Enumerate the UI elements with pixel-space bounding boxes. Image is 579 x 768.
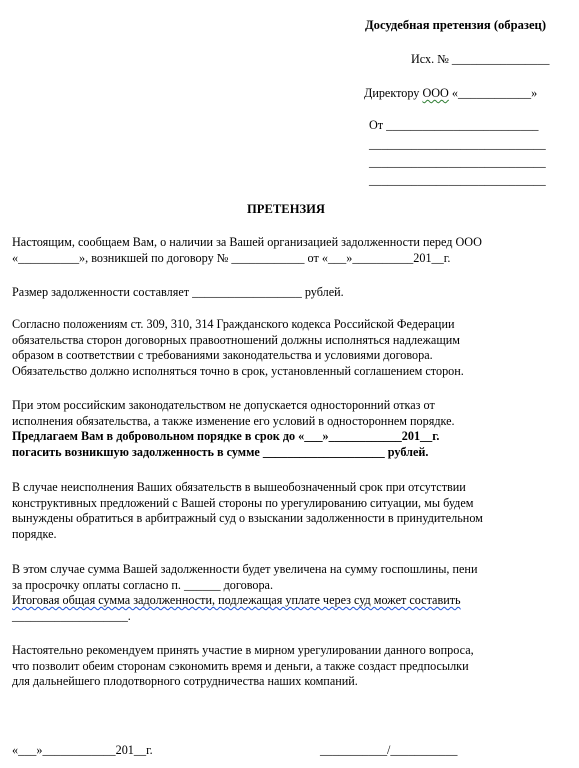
paragraph-legal-basis <box>12 317 572 379</box>
paragraph-line: за просрочку оплаты согласно п. ______ договора. <box>12 577 274 592</box>
paragraph-increase <box>12 562 572 624</box>
addressee-prefix: Директору <box>364 86 420 100</box>
addressee-suffix: «____________» <box>448 86 538 100</box>
paragraph-line: Обязательство должно исполняться точно в срок, установленный соглашением сторон. <box>12 363 464 378</box>
paragraph-line: образом в соответствии с требованиями законодательства и условиями договора. <box>12 348 433 363</box>
paragraph-line: порядке. <box>12 526 57 541</box>
sender-line: От _________________________ <box>369 118 539 132</box>
document-title: Досудебная претензия (образец) <box>365 18 547 32</box>
paragraph-line: Настоящим, сообщаем Вам, о наличии за Вашей организацией задолженности перед ООО <box>12 235 482 249</box>
paragraph-line: Размер задолженности составляет __________________ рублей. <box>12 285 344 299</box>
paragraph-court-warning <box>12 480 572 542</box>
paragraph-line: Согласно положениям ст. 309, 310, 314 Гражданского кодекса Российской Федерации <box>12 317 455 331</box>
paragraph-demand <box>12 398 572 460</box>
paragraph-line: В случае неисполнения Ваших обязательств в вышеобозначенный срок при отсутствии <box>12 480 466 494</box>
footer-date: «___»____________201__г. <box>12 743 153 757</box>
paragraph-line-bold: Предлагаем Вам в добровольном порядке в срок до «___»____________201__г. <box>12 429 440 444</box>
paragraph-line: ___________________. <box>12 608 131 623</box>
paragraph-line: конструктивных предложений с Вашей стороны по урегулированию ситуации, мы будем <box>12 495 474 510</box>
sender-blank-line-3: _____________________________ <box>369 173 546 187</box>
sender-blank-line-2: _____________________________ <box>369 155 546 169</box>
paragraph-line: что позволит обеим сторонам сэкономить время и деньги, а также создаст предпосылки <box>12 658 469 673</box>
addressee-ooo: ООО <box>422 86 449 100</box>
paragraph-line: исполнения обязательства, а также изменение его условий в одностороннем порядке. <box>12 413 455 428</box>
paragraph-line: В этом случае сумма Вашей задолженности будет увеличена на сумму госпошлины, пени <box>12 562 478 576</box>
paragraph-debt-amount <box>12 285 572 301</box>
paragraph-line: вынуждены обратиться в арбитражный суд о взыскании задолженности в принудительном <box>12 511 483 526</box>
footer-signature: ___________/___________ <box>320 743 458 757</box>
paragraph-line: для дальнейшего плодотворного сотрудничества наших компаний. <box>12 674 358 689</box>
paragraph-debt-notice <box>12 235 572 266</box>
addressee-line <box>364 86 537 101</box>
paragraph-line-bold: погасить возникшую задолженность в сумме ____________________ рублей. <box>12 444 429 459</box>
outgoing-number: Исх. № ________________ <box>411 52 550 66</box>
claim-heading: ПРЕТЕНЗИЯ <box>247 202 326 216</box>
paragraph-settlement <box>12 643 572 690</box>
paragraph-line-marked: Итоговая общая сумма задолженности, подлежащая уплате через суд может составить <box>12 593 461 608</box>
paragraph-line: При этом российским законодательством не допускается односторонний отказ от <box>12 398 435 412</box>
sender-blank-line-1: _____________________________ <box>369 137 546 151</box>
paragraph-line: Настоятельно рекомендуем принять участие в мирном урегулировании данного вопроса, <box>12 643 474 657</box>
paragraph-line: обязательства сторон договорных правоотношений должны исполняться надлежащим <box>12 332 460 347</box>
paragraph-line: «__________», возникшей по договору № ____________ от «___»__________201__г. <box>12 250 451 265</box>
